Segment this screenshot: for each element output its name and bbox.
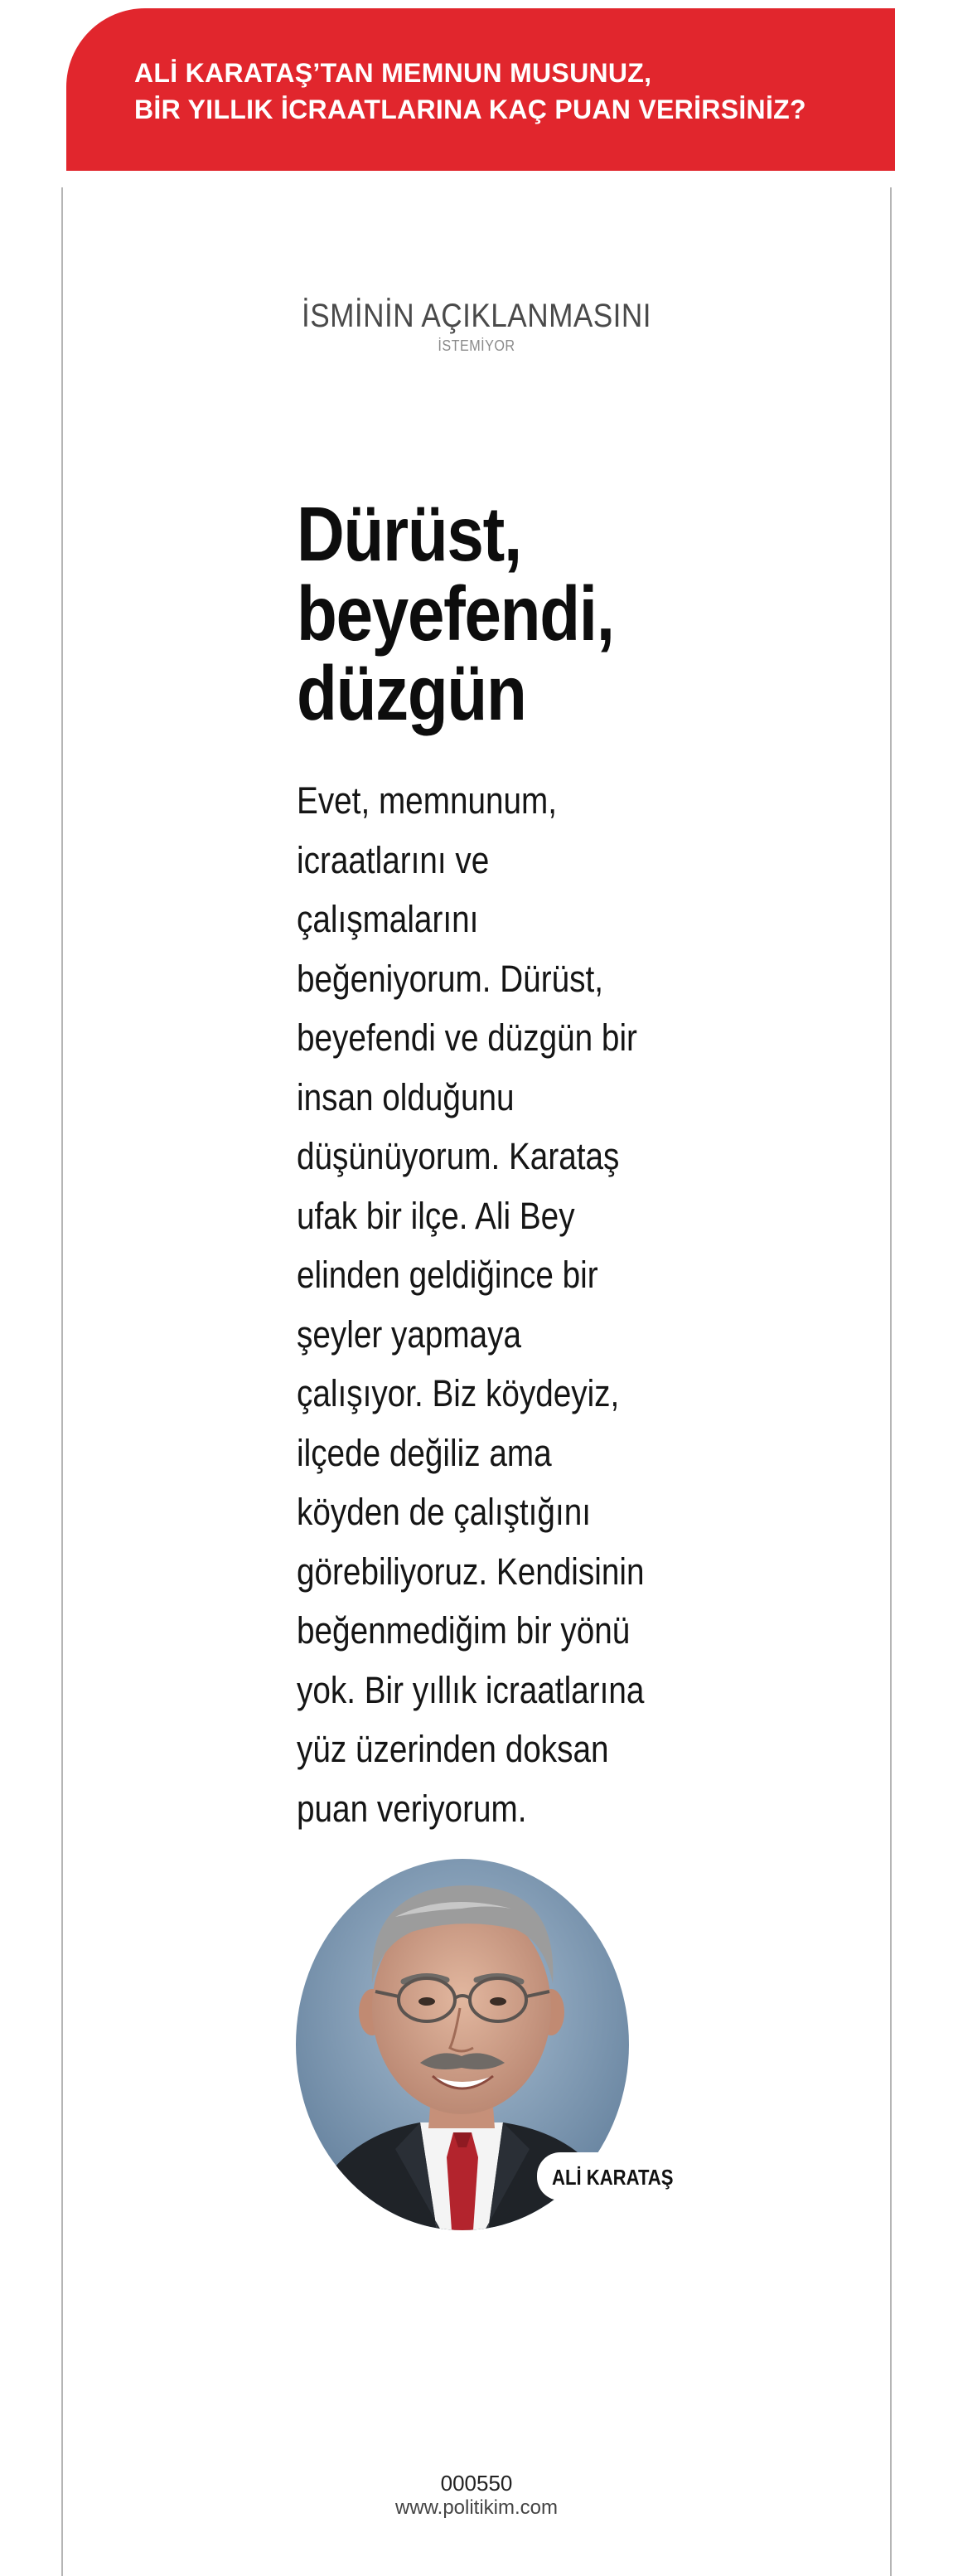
page-footer [0, 2471, 953, 2520]
question-banner [66, 8, 895, 171]
photo-caption-text: ALİ KARATAŞ [552, 2165, 674, 2190]
respondent-label [0, 297, 953, 355]
photo-caption [537, 2152, 686, 2200]
question-line-2: BİR YILLIK İCRAATLARINA KAÇ PUAN VERİRSİNİZ? [134, 95, 806, 124]
headline [297, 491, 667, 736]
headline-line-2: beyefendi, [297, 570, 614, 657]
answer-text: Evet, memnunum, icraatlarını ve çalışmalarını beğeniyorum. Dürüst, beyefendi ve düzgün bir insan olduğunu düşünüyorum. Karataş ufak bir ilçe. Ali Bey elinden geldiğince bir şeyler yapmaya çalışıyor. Biz köydeyiz, ilçede değiliz ama köyden de çalıştığını görebiliyoruz. Kendisinin beğenmediğim bir yönü yok. Bir yıllık icraatlarına yüz üzerinden doksan puan veriyorum. [297, 779, 645, 1830]
respondent-suffix: İSTEMİYOR [438, 337, 515, 354]
headline-line-1: Dürüst, [297, 491, 521, 577]
question-line-1: ALİ KARATAŞ’TAN MEMNUN MUSUNUZ, [134, 58, 652, 88]
headline-line-3: düzgün [297, 650, 526, 736]
respondent-name: İSMİNİN AÇIKLANMASINI [302, 298, 651, 334]
footer-url[interactable]: www.politikim.com [394, 2496, 559, 2519]
footer-code: 000550 [440, 2471, 513, 2496]
